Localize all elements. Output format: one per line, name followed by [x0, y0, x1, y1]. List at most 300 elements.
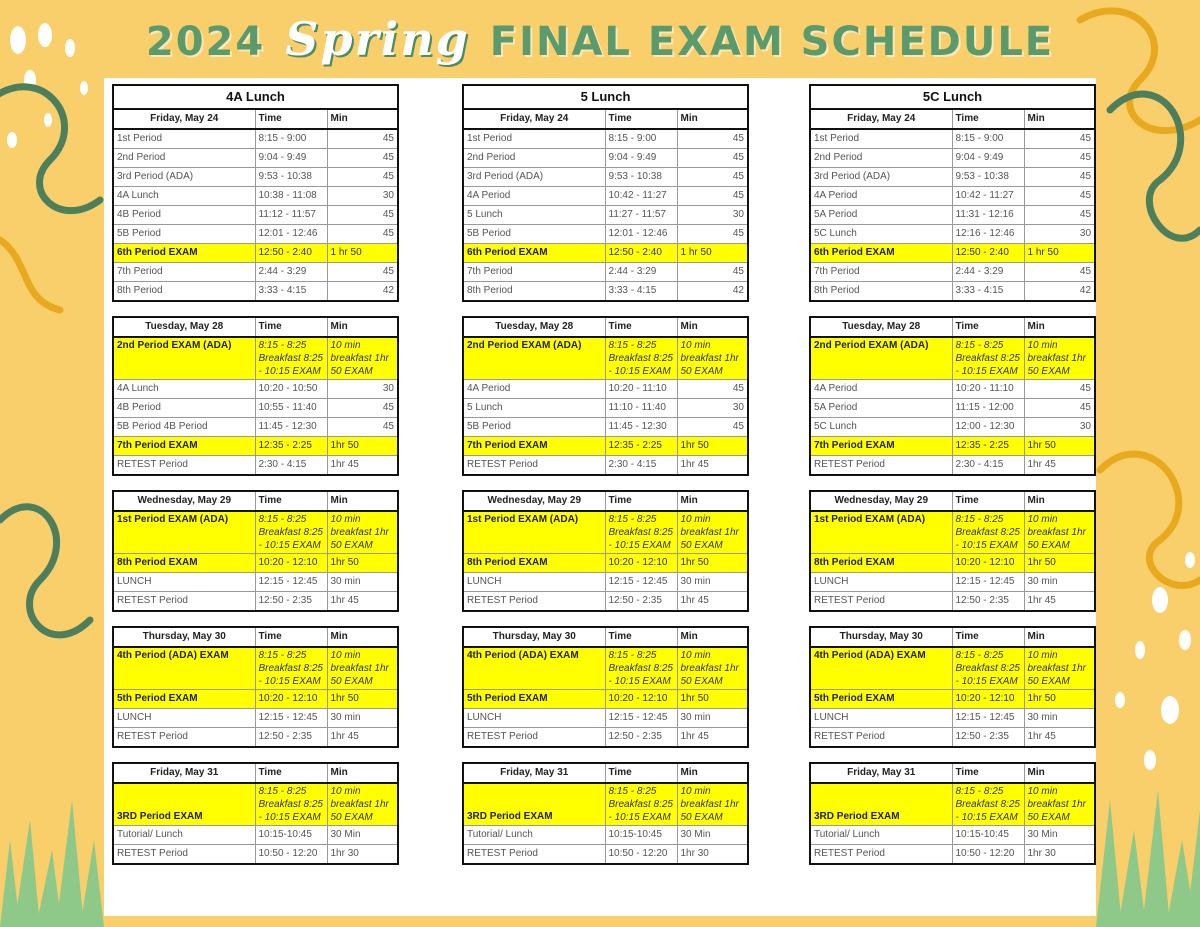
- period-label: 6th Period EXAM: [113, 244, 255, 263]
- minutes-cell: 10 min breakfast 1hr 50 EXAM: [327, 511, 398, 554]
- period-label: 7th Period: [810, 263, 952, 282]
- period-label: 4th Period (ADA) EXAM: [113, 647, 255, 690]
- minutes-cell: 45: [677, 418, 748, 437]
- period-row: [810, 380, 1095, 399]
- minutes-cell: 45: [677, 168, 748, 187]
- period-label: 4th Period (ADA) EXAM: [463, 647, 605, 690]
- period-label: 8th Period: [810, 282, 952, 302]
- minutes-cell: 45: [1024, 129, 1095, 149]
- period-label: 8th Period EXAM: [463, 554, 605, 573]
- day-schedule-table: [112, 84, 399, 302]
- period-row: [463, 263, 748, 282]
- day-schedule-table: [809, 626, 1096, 748]
- day-header: Friday, May 24: [463, 109, 605, 129]
- time-cell: 10:20 - 12:10: [952, 554, 1024, 573]
- minutes-cell: 30: [1024, 225, 1095, 244]
- time-cell: 8:15 - 8:25 Breakfast 8:25 - 10:15 EXAM: [255, 511, 327, 554]
- header-row: [463, 763, 748, 783]
- period-label: Tutorial/ Lunch: [810, 826, 952, 845]
- period-label: 3RD Period EXAM: [113, 783, 255, 826]
- minutes-cell: 45: [677, 225, 748, 244]
- minutes-cell: 1hr 45: [327, 456, 398, 476]
- period-label: 1st Period EXAM (ADA): [810, 511, 952, 554]
- period-label: 5C Lunch: [810, 418, 952, 437]
- period-row: [113, 206, 398, 225]
- time-header: Time: [952, 763, 1024, 783]
- exam-row: [113, 337, 398, 380]
- period-label: Tutorial/ Lunch: [113, 826, 255, 845]
- time-header: Time: [255, 317, 327, 337]
- time-cell: 12:50 - 2:35: [255, 592, 327, 612]
- period-row: [463, 168, 748, 187]
- minutes-cell: 1hr 50: [677, 437, 748, 456]
- time-cell: 10:15-10:45: [952, 826, 1024, 845]
- minutes-cell: 42: [677, 282, 748, 302]
- minutes-cell: 45: [327, 149, 398, 168]
- min-header: Min: [677, 109, 748, 129]
- exam-row: [113, 554, 398, 573]
- period-label: 5 Lunch: [463, 206, 605, 225]
- time-cell: 8:15 - 9:00: [605, 129, 677, 149]
- minutes-cell: 1hr 45: [1024, 728, 1095, 748]
- time-cell: 11:15 - 12:00: [952, 399, 1024, 418]
- period-label: 1st Period: [810, 129, 952, 149]
- period-label: 7th Period EXAM: [810, 437, 952, 456]
- time-cell: 12:50 - 2:35: [952, 728, 1024, 748]
- minutes-cell: 45: [327, 263, 398, 282]
- period-label: RETEST Period: [113, 845, 255, 865]
- header-row: [113, 109, 398, 129]
- minutes-cell: 10 min breakfast 1hr 50 EXAM: [1024, 511, 1095, 554]
- exam-row: [463, 511, 748, 554]
- time-cell: 10:20 - 12:10: [605, 554, 677, 573]
- time-cell: 3:33 - 4:15: [952, 282, 1024, 302]
- header-row: [463, 491, 748, 511]
- time-cell: 12:15 - 12:45: [255, 573, 327, 592]
- period-row: [463, 206, 748, 225]
- time-cell: 2:30 - 4:15: [255, 456, 327, 476]
- period-row: [113, 399, 398, 418]
- period-row: [113, 263, 398, 282]
- period-row: [810, 206, 1095, 225]
- period-label: 6th Period EXAM: [463, 244, 605, 263]
- period-label: 2nd Period EXAM (ADA): [113, 337, 255, 380]
- time-cell: 9:53 - 10:38: [255, 168, 327, 187]
- min-header: Min: [677, 491, 748, 511]
- time-cell: 12:00 - 12:30: [952, 418, 1024, 437]
- time-cell: 2:30 - 4:15: [605, 456, 677, 476]
- time-cell: 12:01 - 12:46: [605, 225, 677, 244]
- min-header: Min: [327, 763, 398, 783]
- period-row: [463, 380, 748, 399]
- title-season: Spring: [285, 12, 470, 66]
- exam-row: [810, 244, 1095, 263]
- header-row: [810, 491, 1095, 511]
- period-row: [810, 592, 1095, 612]
- minutes-cell: 1 hr 50: [327, 244, 398, 263]
- period-row: [810, 573, 1095, 592]
- time-cell: 8:15 - 8:25 Breakfast 8:25 - 10:15 EXAM: [605, 783, 677, 826]
- period-label: RETEST Period: [463, 845, 605, 865]
- time-cell: 8:15 - 8:25 Breakfast 8:25 - 10:15 EXAM: [952, 647, 1024, 690]
- minutes-cell: 1hr 30: [677, 845, 748, 865]
- time-cell: 12:35 - 2:25: [255, 437, 327, 456]
- lunch-title-row: [810, 85, 1095, 109]
- period-label: RETEST Period: [113, 456, 255, 476]
- header-row: [810, 109, 1095, 129]
- time-header: Time: [952, 109, 1024, 129]
- minutes-cell: 1hr 50: [1024, 554, 1095, 573]
- minutes-cell: 1hr 30: [327, 845, 398, 865]
- minutes-cell: 10 min breakfast 1hr 50 EXAM: [677, 783, 748, 826]
- period-label: LUNCH: [113, 709, 255, 728]
- period-row: [113, 826, 398, 845]
- period-row: [810, 187, 1095, 206]
- period-row: [463, 129, 748, 149]
- period-label: 1st Period EXAM (ADA): [463, 511, 605, 554]
- period-row: [810, 225, 1095, 244]
- time-cell: 10:20 - 11:10: [952, 380, 1024, 399]
- period-row: [463, 149, 748, 168]
- time-cell: 8:15 - 8:25 Breakfast 8:25 - 10:15 EXAM: [605, 337, 677, 380]
- min-header: Min: [1024, 491, 1095, 511]
- period-label: RETEST Period: [810, 845, 952, 865]
- minutes-cell: 30 Min: [677, 826, 748, 845]
- header-row: [113, 627, 398, 647]
- time-header: Time: [255, 109, 327, 129]
- time-cell: 10:20 - 12:10: [952, 690, 1024, 709]
- time-cell: 8:15 - 8:25 Breakfast 8:25 - 10:15 EXAM: [952, 511, 1024, 554]
- time-cell: 2:44 - 3:29: [255, 263, 327, 282]
- period-label: 7th Period EXAM: [463, 437, 605, 456]
- minutes-cell: 30: [1024, 418, 1095, 437]
- time-cell: 12:35 - 2:25: [605, 437, 677, 456]
- minutes-cell: 1hr 45: [1024, 592, 1095, 612]
- day-schedule-table: [462, 316, 749, 476]
- day-header: Tuesday, May 28: [113, 317, 255, 337]
- schedule-column-4a-lunch: [112, 84, 397, 879]
- period-label: 4A Period: [810, 187, 952, 206]
- exam-row: [810, 690, 1095, 709]
- minutes-cell: 1hr 50: [677, 554, 748, 573]
- period-row: [810, 418, 1095, 437]
- period-label: 1st Period: [113, 129, 255, 149]
- day-schedule-table: [462, 762, 749, 865]
- day-header: Wednesday, May 29: [113, 491, 255, 511]
- header-row: [113, 317, 398, 337]
- time-cell: 12:15 - 12:45: [605, 709, 677, 728]
- minutes-cell: 10 min breakfast 1hr 50 EXAM: [327, 647, 398, 690]
- time-cell: 11:27 - 11:57: [605, 206, 677, 225]
- time-cell: 11:45 - 12:30: [605, 418, 677, 437]
- time-cell: 8:15 - 8:25 Breakfast 8:25 - 10:15 EXAM: [952, 783, 1024, 826]
- exam-row: [113, 511, 398, 554]
- period-row: [810, 845, 1095, 865]
- minutes-cell: 1hr 50: [327, 554, 398, 573]
- period-label: LUNCH: [810, 573, 952, 592]
- time-cell: 12:50 - 2:40: [255, 244, 327, 263]
- exam-row: [810, 783, 1095, 826]
- lunch-title: 4A Lunch: [113, 85, 398, 109]
- lunch-title-row: [463, 85, 748, 109]
- period-label: 5th Period EXAM: [463, 690, 605, 709]
- time-cell: 10:20 - 10:50: [255, 380, 327, 399]
- time-cell: 10:20 - 12:10: [255, 690, 327, 709]
- exam-row: [113, 244, 398, 263]
- minutes-cell: 45: [677, 187, 748, 206]
- time-cell: 12:50 - 2:35: [255, 728, 327, 748]
- min-header: Min: [327, 491, 398, 511]
- time-cell: 12:50 - 2:40: [605, 244, 677, 263]
- day-schedule-table: [112, 762, 399, 865]
- min-header: Min: [327, 317, 398, 337]
- minutes-cell: 42: [1024, 282, 1095, 302]
- period-row: [113, 129, 398, 149]
- period-row: [463, 456, 748, 476]
- minutes-cell: 45: [327, 418, 398, 437]
- minutes-cell: 45: [1024, 380, 1095, 399]
- schedule-column-5c-lunch: [809, 84, 1094, 879]
- period-row: [113, 187, 398, 206]
- day-schedule-table: [112, 316, 399, 476]
- time-header: Time: [605, 317, 677, 337]
- minutes-cell: 30: [327, 380, 398, 399]
- minutes-cell: 30: [327, 187, 398, 206]
- time-cell: 10:42 - 11:27: [952, 187, 1024, 206]
- day-header: Friday, May 24: [810, 109, 952, 129]
- exam-row: [113, 647, 398, 690]
- period-label: Tutorial/ Lunch: [463, 826, 605, 845]
- exam-row: [810, 511, 1095, 554]
- period-row: [113, 709, 398, 728]
- time-cell: 10:15-10:45: [605, 826, 677, 845]
- minutes-cell: 1hr 45: [1024, 456, 1095, 476]
- exam-row: [463, 244, 748, 263]
- header-row: [113, 763, 398, 783]
- min-header: Min: [677, 627, 748, 647]
- time-header: Time: [605, 763, 677, 783]
- period-label: 5B Period: [463, 418, 605, 437]
- day-header: Thursday, May 30: [113, 627, 255, 647]
- time-cell: 11:45 - 12:30: [255, 418, 327, 437]
- time-cell: 12:16 - 12:46: [952, 225, 1024, 244]
- exam-row: [463, 647, 748, 690]
- exam-row: [810, 437, 1095, 456]
- period-label: 1st Period: [463, 129, 605, 149]
- period-label: 4A Period: [810, 380, 952, 399]
- period-row: [463, 728, 748, 748]
- time-cell: 12:15 - 12:45: [605, 573, 677, 592]
- minutes-cell: 30 Min: [327, 826, 398, 845]
- time-header: Time: [952, 317, 1024, 337]
- minutes-cell: 10 min breakfast 1hr 50 EXAM: [677, 337, 748, 380]
- period-label: 5A Period: [810, 206, 952, 225]
- period-row: [810, 728, 1095, 748]
- time-cell: 2:44 - 3:29: [952, 263, 1024, 282]
- minutes-cell: 45: [1024, 399, 1095, 418]
- period-label: RETEST Period: [463, 456, 605, 476]
- period-row: [810, 149, 1095, 168]
- period-label: 2nd Period EXAM (ADA): [463, 337, 605, 380]
- period-row: [810, 399, 1095, 418]
- period-label: 5A Period: [810, 399, 952, 418]
- header-row: [463, 109, 748, 129]
- minutes-cell: 1hr 50: [1024, 690, 1095, 709]
- time-cell: 9:04 - 9:49: [255, 149, 327, 168]
- period-row: [463, 225, 748, 244]
- period-row: [810, 456, 1095, 476]
- period-row: [113, 282, 398, 302]
- period-label: 8th Period EXAM: [810, 554, 952, 573]
- time-cell: 10:15-10:45: [255, 826, 327, 845]
- day-schedule-table: [462, 626, 749, 748]
- period-row: [113, 592, 398, 612]
- time-cell: 10:50 - 12:20: [605, 845, 677, 865]
- exam-row: [113, 437, 398, 456]
- period-row: [113, 728, 398, 748]
- time-header: Time: [255, 491, 327, 511]
- period-label: 7th Period EXAM: [113, 437, 255, 456]
- time-cell: 10:50 - 12:20: [952, 845, 1024, 865]
- period-row: [463, 282, 748, 302]
- period-label: 8th Period: [463, 282, 605, 302]
- minutes-cell: 1hr 45: [677, 728, 748, 748]
- period-label: LUNCH: [463, 573, 605, 592]
- minutes-cell: 1 hr 50: [677, 244, 748, 263]
- period-label: RETEST Period: [463, 592, 605, 612]
- period-label: 2nd Period EXAM (ADA): [810, 337, 952, 380]
- lunch-title: 5 Lunch: [463, 85, 748, 109]
- schedule-column-5-lunch: [462, 84, 747, 879]
- header-row: [810, 763, 1095, 783]
- period-label: 1st Period EXAM (ADA): [113, 511, 255, 554]
- period-row: [113, 573, 398, 592]
- minutes-cell: 10 min breakfast 1hr 50 EXAM: [677, 647, 748, 690]
- minutes-cell: 1hr 45: [677, 456, 748, 476]
- period-row: [463, 187, 748, 206]
- minutes-cell: 30: [677, 206, 748, 225]
- header-row: [463, 317, 748, 337]
- min-header: Min: [1024, 627, 1095, 647]
- period-label: 8th Period: [113, 282, 255, 302]
- day-header: Friday, May 24: [113, 109, 255, 129]
- day-header: Wednesday, May 29: [810, 491, 952, 511]
- exam-row: [463, 690, 748, 709]
- period-label: 4A Period: [463, 187, 605, 206]
- minutes-cell: 1hr 50: [327, 437, 398, 456]
- period-label: 3rd Period (ADA): [113, 168, 255, 187]
- day-schedule-table: [809, 762, 1096, 865]
- time-cell: 12:50 - 2:40: [952, 244, 1024, 263]
- time-cell: 12:35 - 2:25: [952, 437, 1024, 456]
- period-label: 4A Lunch: [113, 380, 255, 399]
- period-row: [810, 129, 1095, 149]
- time-cell: 11:12 - 11:57: [255, 206, 327, 225]
- exam-row: [113, 690, 398, 709]
- day-header: Friday, May 31: [810, 763, 952, 783]
- time-cell: 3:33 - 4:15: [605, 282, 677, 302]
- min-header: Min: [1024, 109, 1095, 129]
- exam-row: [810, 554, 1095, 573]
- header-row: [463, 627, 748, 647]
- period-label: RETEST Period: [810, 592, 952, 612]
- minutes-cell: 30 min: [677, 709, 748, 728]
- day-schedule-table: [462, 84, 749, 302]
- exam-row: [810, 337, 1095, 380]
- time-cell: 10:42 - 11:27: [605, 187, 677, 206]
- time-cell: 9:53 - 10:38: [605, 168, 677, 187]
- period-label: 5B Period: [113, 225, 255, 244]
- minutes-cell: 45: [677, 380, 748, 399]
- page-title: [0, 12, 1200, 66]
- period-label: 2nd Period: [810, 149, 952, 168]
- minutes-cell: 1hr 45: [327, 728, 398, 748]
- period-row: [463, 573, 748, 592]
- time-cell: 2:30 - 4:15: [952, 456, 1024, 476]
- header-row: [810, 627, 1095, 647]
- period-label: 8th Period EXAM: [113, 554, 255, 573]
- day-header: Wednesday, May 29: [463, 491, 605, 511]
- time-cell: 8:15 - 8:25 Breakfast 8:25 - 10:15 EXAM: [255, 783, 327, 826]
- period-label: 5th Period EXAM: [810, 690, 952, 709]
- period-row: [463, 399, 748, 418]
- minutes-cell: 10 min breakfast 1hr 50 EXAM: [1024, 337, 1095, 380]
- minutes-cell: 45: [327, 225, 398, 244]
- lunch-title: 5C Lunch: [810, 85, 1095, 109]
- period-label: LUNCH: [810, 709, 952, 728]
- period-label: 7th Period: [463, 263, 605, 282]
- exam-row: [463, 337, 748, 380]
- minutes-cell: 1hr 50: [327, 690, 398, 709]
- time-cell: 11:10 - 11:40: [605, 399, 677, 418]
- min-header: Min: [677, 317, 748, 337]
- time-header: Time: [255, 763, 327, 783]
- minutes-cell: 30 Min: [1024, 826, 1095, 845]
- time-cell: 10:20 - 11:10: [605, 380, 677, 399]
- period-label: RETEST Period: [113, 728, 255, 748]
- day-schedule-table: [809, 490, 1096, 612]
- time-cell: 10:50 - 12:20: [255, 845, 327, 865]
- time-header: Time: [255, 627, 327, 647]
- minutes-cell: 30 min: [327, 573, 398, 592]
- exam-row: [810, 647, 1095, 690]
- period-row: [463, 592, 748, 612]
- day-schedule-table: [462, 490, 749, 612]
- time-cell: 10:38 - 11:08: [255, 187, 327, 206]
- minutes-cell: 45: [327, 168, 398, 187]
- time-cell: 2:44 - 3:29: [605, 263, 677, 282]
- minutes-cell: 45: [327, 399, 398, 418]
- period-row: [113, 845, 398, 865]
- period-row: [113, 149, 398, 168]
- lunch-title-row: [113, 85, 398, 109]
- minutes-cell: 45: [677, 149, 748, 168]
- time-cell: 8:15 - 9:00: [952, 129, 1024, 149]
- period-row: [810, 263, 1095, 282]
- time-cell: 8:15 - 8:25 Breakfast 8:25 - 10:15 EXAM: [255, 337, 327, 380]
- period-label: 5th Period EXAM: [113, 690, 255, 709]
- day-schedule-table: [809, 316, 1096, 476]
- day-header: Thursday, May 30: [810, 627, 952, 647]
- period-label: 2nd Period: [463, 149, 605, 168]
- time-cell: 8:15 - 8:25 Breakfast 8:25 - 10:15 EXAM: [952, 337, 1024, 380]
- time-cell: 10:20 - 12:10: [255, 554, 327, 573]
- minutes-cell: 1 hr 50: [1024, 244, 1095, 263]
- period-label: 4B Period: [113, 206, 255, 225]
- day-schedule-table: [112, 626, 399, 748]
- period-label: RETEST Period: [810, 728, 952, 748]
- day-schedule-table: [809, 84, 1096, 302]
